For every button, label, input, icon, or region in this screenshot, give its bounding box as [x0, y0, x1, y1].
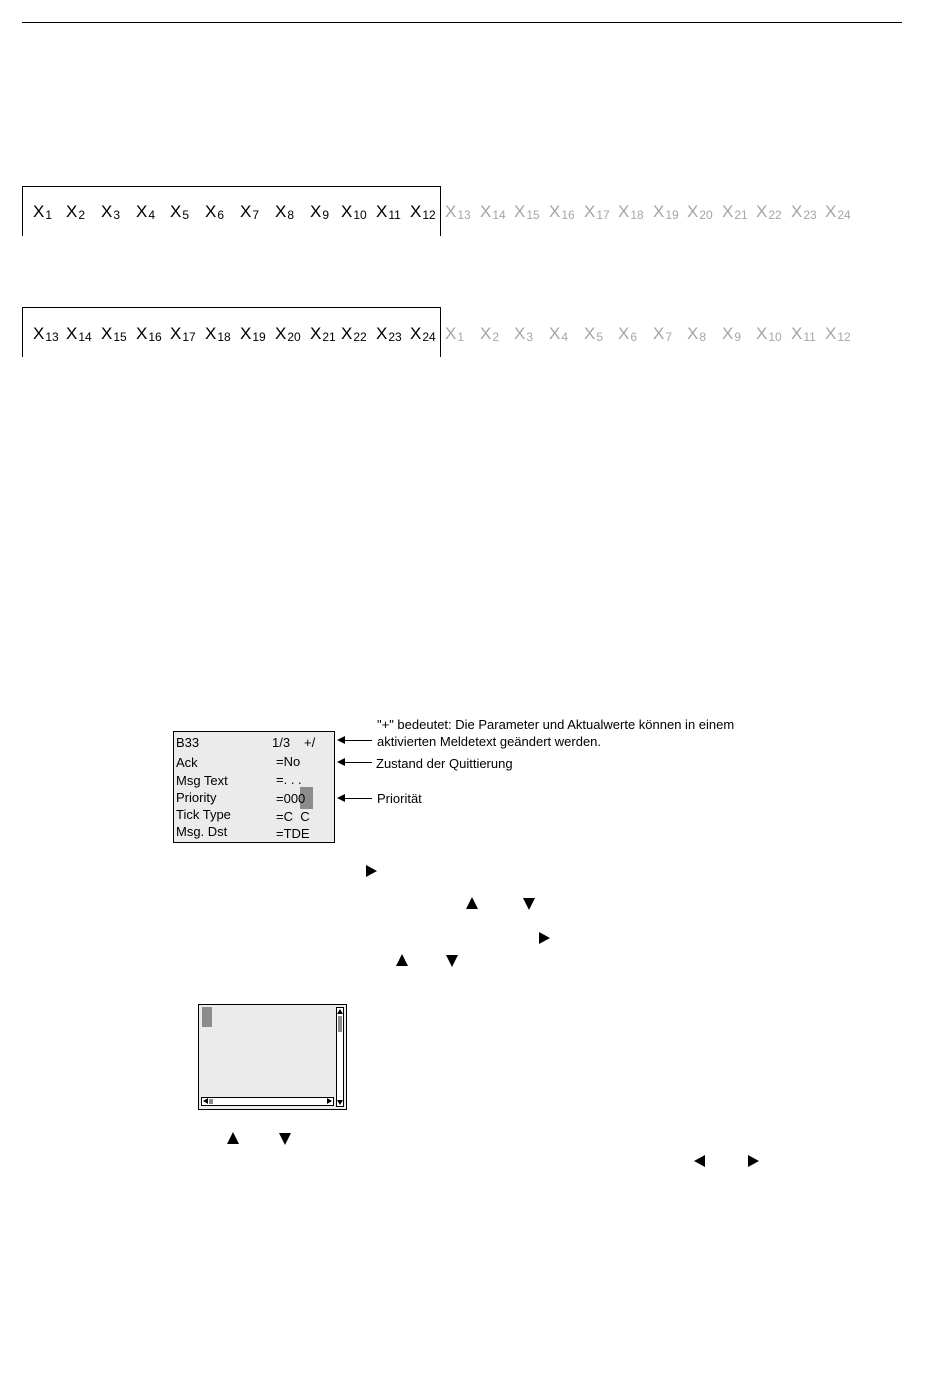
input-label-inactive-12: $X_{12}$	[825, 324, 851, 344]
input-label-active-2: $X_2$	[66, 202, 86, 222]
text-editor-display	[198, 1004, 347, 1110]
input-label-active-7: $X_7$	[240, 202, 260, 222]
message-text-display	[173, 731, 335, 843]
input-label-active-14: $X_{14}$	[66, 324, 92, 344]
param-value-ack: =No	[276, 754, 301, 769]
param-value-msg-text: =. . .	[276, 772, 302, 787]
input-label-inactive-11: $X_{11}$	[791, 324, 816, 344]
arrow-right-icon	[539, 932, 550, 944]
arrow-down-icon	[446, 955, 458, 967]
arrow-head-icon	[337, 758, 345, 766]
annotation-ack: Zustand der Quittierung	[376, 756, 513, 771]
annotation-arrow-ack	[344, 762, 372, 763]
input-label-active-20: $X_{20}$	[275, 324, 301, 344]
vertical-scrollbar[interactable]	[336, 1007, 344, 1107]
input-label-inactive-5: $X_5$	[584, 324, 604, 344]
input-row-2	[0, 325, 950, 375]
arrow-head-icon	[337, 794, 345, 802]
input-label-active-8: $X_8$	[275, 202, 295, 222]
input-label-active-10: $X_{10}$	[341, 202, 367, 222]
input-label-active-15: $X_{15}$	[101, 324, 127, 344]
input-label-inactive-14: $X_{14}$	[480, 202, 506, 222]
input-label-inactive-24: $X_{24}$	[825, 202, 851, 222]
input-label-inactive-20: $X_{20}$	[687, 202, 713, 222]
input-label-inactive-10: $X_{10}$	[756, 324, 782, 344]
input-label-active-22: $X_{22}$	[341, 324, 367, 344]
arrow-right-icon	[748, 1155, 759, 1167]
input-label-active-18: $X_{18}$	[205, 324, 231, 344]
input-label-active-24: $X_{24}$	[410, 324, 436, 344]
input-label-inactive-4: $X_4$	[549, 324, 569, 344]
input-label-active-13: $X_{13}$	[33, 324, 59, 344]
input-label-inactive-21: $X_{21}$	[722, 202, 748, 222]
input-label-active-9: $X_9$	[310, 202, 330, 222]
top-rule	[22, 22, 902, 23]
horizontal-scroll-thumb[interactable]	[209, 1099, 213, 1104]
arrow-up-icon	[466, 897, 478, 909]
input-label-inactive-9: $X_9$	[722, 324, 742, 344]
page-indicator: 1/3	[272, 735, 291, 750]
input-label-active-3: $X_3$	[101, 202, 121, 222]
input-label-active-21: $X_{21}$	[310, 324, 336, 344]
input-label-active-16: $X_{16}$	[136, 324, 162, 344]
param-label-msg-dst: Msg. Dst	[176, 824, 228, 839]
arrow-up-icon	[396, 954, 408, 966]
param-label-priority: Priority	[176, 790, 217, 805]
input-label-inactive-22: $X_{22}$	[756, 202, 782, 222]
input-label-inactive-16: $X_{16}$	[549, 202, 575, 222]
param-value-priority: =000	[276, 791, 306, 806]
input-label-active-19: $X_{19}$	[240, 324, 266, 344]
annotation-arrow-plus	[344, 740, 372, 741]
vertical-scroll-thumb[interactable]	[338, 1016, 342, 1032]
input-label-inactive-2: $X_2$	[480, 324, 500, 344]
annotation-priority: Priorität	[377, 791, 422, 806]
input-label-active-23: $X_{23}$	[376, 324, 402, 344]
arrow-left-icon	[694, 1155, 705, 1167]
arrow-up-icon	[227, 1132, 239, 1144]
horizontal-scrollbar[interactable]	[201, 1097, 334, 1106]
annotation-arrow-priority	[344, 798, 372, 799]
input-row-1	[0, 203, 950, 253]
input-label-inactive-17: $X_{17}$	[584, 202, 610, 222]
input-label-active-12: $X_{12}$	[410, 202, 436, 222]
param-value-msg-dst: =TDE	[276, 826, 310, 841]
param-label-msg-text: Msg Text	[176, 773, 228, 788]
annotation-plus-line1: "+" bedeutet: Die Parameter und Aktualwerte können in einem	[377, 717, 735, 732]
param-label-ack: Ack	[176, 755, 198, 770]
plus-indicator: +/	[304, 735, 316, 750]
scroll-left-icon[interactable]	[203, 1098, 208, 1104]
input-label-active-4: $X_4$	[136, 202, 156, 222]
input-label-inactive-7: $X_7$	[653, 324, 673, 344]
input-label-inactive-1: $X_1$	[445, 324, 465, 344]
input-label-active-11: $X_{11}$	[376, 202, 401, 222]
input-label-inactive-19: $X_{19}$	[653, 202, 679, 222]
input-label-inactive-18: $X_{18}$	[618, 202, 644, 222]
input-label-active-1: $X_1$	[33, 202, 53, 222]
input-label-inactive-13: $X_{13}$	[445, 202, 471, 222]
input-label-inactive-6: $X_6$	[618, 324, 638, 344]
input-label-active-5: $X_5$	[170, 202, 190, 222]
input-label-inactive-8: $X_8$	[687, 324, 707, 344]
param-value-tick-type: =C C	[276, 809, 310, 824]
scroll-right-icon[interactable]	[327, 1098, 332, 1104]
arrow-head-icon	[337, 736, 345, 744]
arrow-down-icon	[523, 898, 535, 910]
input-label-inactive-15: $X_{15}$	[514, 202, 540, 222]
arrow-right-icon	[366, 865, 377, 877]
scroll-down-icon[interactable]	[337, 1100, 343, 1105]
input-label-inactive-3: $X_3$	[514, 324, 534, 344]
editor-cursor	[202, 1007, 212, 1027]
input-label-active-17: $X_{17}$	[170, 324, 196, 344]
input-label-inactive-23: $X_{23}$	[791, 202, 817, 222]
param-label-tick-type: Tick Type	[176, 807, 231, 822]
annotation-plus-line2: aktivierten Meldetext geändert werden.	[377, 734, 602, 749]
block-number: B33	[176, 735, 200, 750]
scroll-up-icon[interactable]	[337, 1009, 343, 1014]
arrow-down-icon	[279, 1133, 291, 1145]
input-label-active-6: $X_6$	[205, 202, 225, 222]
